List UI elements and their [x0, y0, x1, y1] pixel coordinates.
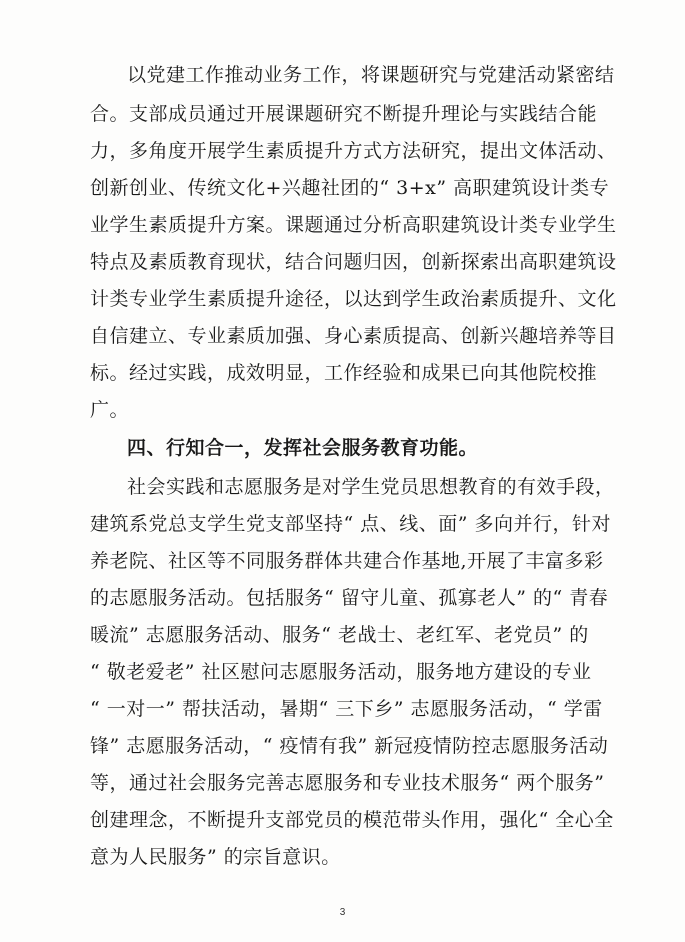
paragraph-2-line-2: 建筑系党总支学生党支部坚持“ 点、线、面” 多向并行，针对: [90, 513, 612, 535]
paragraph-1-line-2: 合。支部成员通过开展课题研究不断提升理论与实践结合能: [90, 103, 598, 125]
paragraph-2-line-11: 意为人民服务” 的宗旨意识。: [90, 846, 341, 868]
paragraph-2-line-8: 锋” 志愿服务活动，“ 疫情有我” 新冠疫情防控志愿服务活动: [90, 735, 609, 757]
paragraph-1-line-1: 以党建工作推动业务工作，将课题研究与党建活动紧密结: [127, 64, 615, 86]
section-heading: 四、行知合一，发挥社会服务教育功能。: [127, 437, 479, 459]
paragraph-2-line-6: “ 敬老爱老” 社区慰问志愿服务活动，服务地方建设的专业: [90, 661, 592, 683]
paragraph-1-line-6: 特点及素质教育现状，结合问题归因，创新探索出高职建筑设: [90, 251, 617, 273]
paragraph-1-line-9: 标。经过实践，成效明显，工作经验和成果已向其他院校推: [90, 362, 598, 384]
paragraph-2-line-3: 养老院、社区等不同服务群体共建合作基地,开展了丰富多彩: [90, 550, 604, 572]
paragraph-1-line-7: 计类专业学生素质提升途径，以达到学生政治素质提升、文化: [90, 288, 617, 310]
paragraph-1-line-4: 创新创业、传统文化+兴趣社团的“ 3+x” 高职建筑设计类专: [90, 177, 610, 199]
paragraph-1-line-3: 力，多角度开展学生素质提升方式方法研究，提出文体活动、: [90, 140, 617, 162]
paragraph-2-line-9: 等，通过社会服务完善志愿服务和专业技术服务“ 两个服务”: [90, 772, 605, 794]
paragraph-2-line-4: 的志愿服务活动。包括服务“ 留守儿童、孤寡老人” 的“ 青春: [90, 587, 609, 609]
paragraph-1-line-5: 业学生素质提升方案。课题通过分析高职建筑设计类专业学生: [90, 214, 617, 236]
paragraph-2-line-7: “ 一对一” 帮扶活动，暑期“ 三下乡” 志愿服务活动，“ 学雷: [90, 698, 603, 720]
paragraph-2-line-1: 社会实践和志愿服务是对学生党员思想教育的有效手段，: [127, 476, 615, 498]
paragraph-2-line-10: 创建理念，不断提升支部党员的模范带头作用，强化“ 全心全: [90, 809, 614, 831]
paragraph-1-line-8: 自信建立、专业素质加强、身心素质提高、创新兴趣培养等目: [90, 325, 617, 347]
paragraph-1-line-10: 广。: [90, 399, 130, 421]
page-number: 3: [339, 907, 346, 918]
paragraph-2-line-5: 暖流” 志愿服务活动、服务“ 老战士、老红军、老党员” 的: [90, 624, 589, 646]
